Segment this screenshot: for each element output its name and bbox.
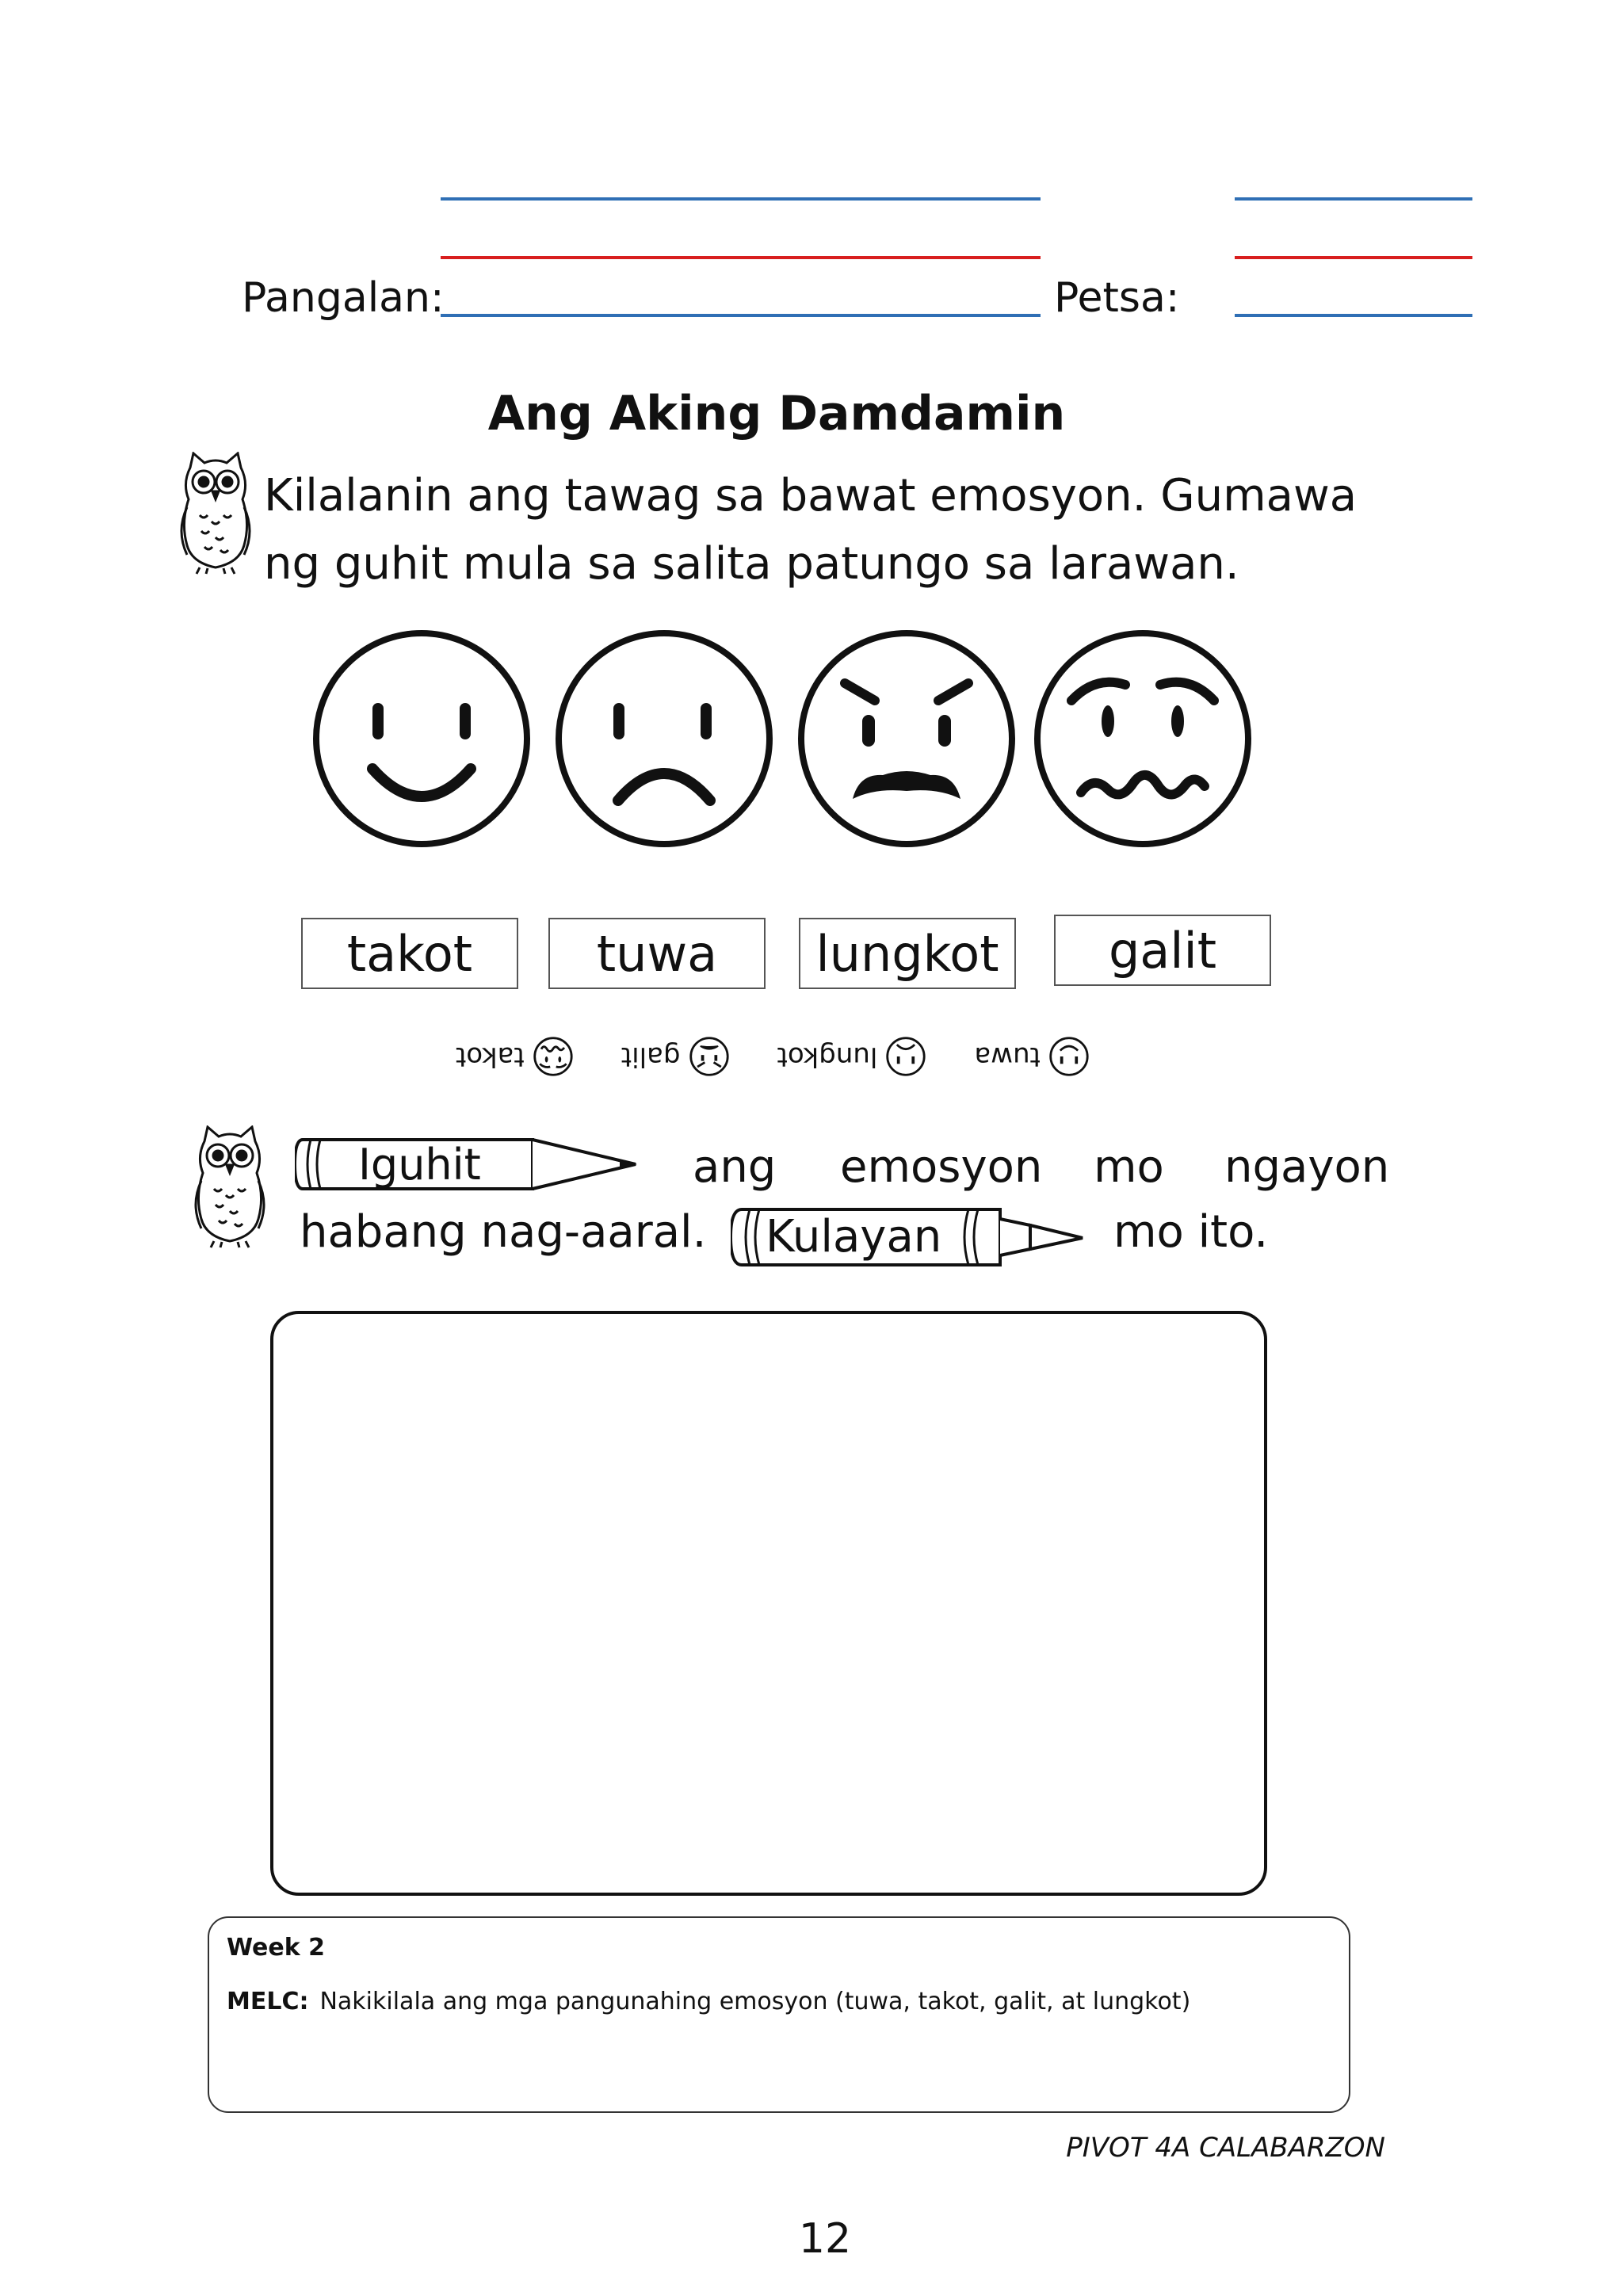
word-box-lungkot[interactable]	[799, 918, 1016, 989]
drawing-area[interactable]	[270, 1311, 1267, 1896]
melc-label: MELC:	[227, 1988, 309, 2015]
happy-face-icon	[311, 628, 533, 850]
key-label: takot	[455, 1041, 525, 1072]
word-label: galit	[1108, 921, 1217, 980]
word-box-tuwa[interactable]	[548, 918, 766, 989]
word-box-takot[interactable]	[301, 918, 518, 989]
mini-happy-face-icon	[1048, 1034, 1090, 1079]
page-title: Ang Aking Damdamin	[487, 386, 1066, 441]
date-field[interactable]	[1235, 314, 1472, 317]
name-guide-middle	[441, 256, 1041, 259]
crayon-label	[731, 1201, 1087, 1273]
sad-face-icon	[553, 628, 775, 850]
word-label: tuwa	[596, 924, 718, 983]
name-guide-top	[441, 197, 1041, 201]
pencil-text: Iguhit	[358, 1140, 481, 1190]
date-guide-middle	[1235, 256, 1472, 259]
melc-text: Nakikilala ang mga pangunahing emosyon (tuwa, takot, galit, at lungkot)	[319, 1988, 1191, 2015]
date-guide-top	[1235, 197, 1472, 201]
owl-icon	[190, 1125, 269, 1248]
instruction2-word: ang	[693, 1141, 777, 1193]
name-label: Pangalan:	[242, 274, 445, 322]
instruction2-word: emosyon	[840, 1141, 1043, 1193]
key-label: lungkot	[777, 1041, 878, 1072]
crayon-text: Kulayan	[766, 1211, 942, 1263]
footer-source: PIVOT 4A CALABARZON	[1066, 2132, 1385, 2164]
date-label: Petsa:	[1054, 274, 1180, 322]
answer-key	[456, 1029, 1090, 1084]
angry-face-icon	[796, 628, 1018, 850]
key-label: galit	[621, 1041, 681, 1072]
melc-box	[208, 1916, 1350, 2113]
name-field[interactable]	[441, 314, 1041, 317]
word-label: lungkot	[815, 924, 999, 983]
week-label: Week 2	[227, 1934, 325, 1962]
page-number: 12	[798, 2215, 852, 2263]
instruction2-word: mo	[1094, 1141, 1164, 1193]
word-box-galit[interactable]	[1054, 915, 1271, 986]
scared-face-icon	[1032, 628, 1254, 850]
mini-scared-face-icon	[533, 1034, 574, 1079]
instruction-line-2: ng guhit mula sa salita patungo sa larawan.	[264, 538, 1239, 590]
instruction2-line2-start: habang nag-aaral.	[300, 1206, 707, 1258]
owl-icon	[176, 452, 255, 575]
word-label: takot	[346, 924, 473, 983]
mini-angry-face-icon	[688, 1034, 729, 1079]
pencil-label	[295, 1132, 643, 1197]
instruction2-word: ngayon	[1224, 1141, 1390, 1193]
instruction-line-1: Kilalanin ang tawag sa bawat emosyon. Gumawa	[264, 470, 1358, 521]
instruction2-line2-end: mo ito.	[1113, 1206, 1269, 1258]
mini-sad-face-icon	[885, 1034, 926, 1079]
melc-line	[227, 1988, 1190, 2015]
key-label: tuwa	[974, 1041, 1041, 1072]
